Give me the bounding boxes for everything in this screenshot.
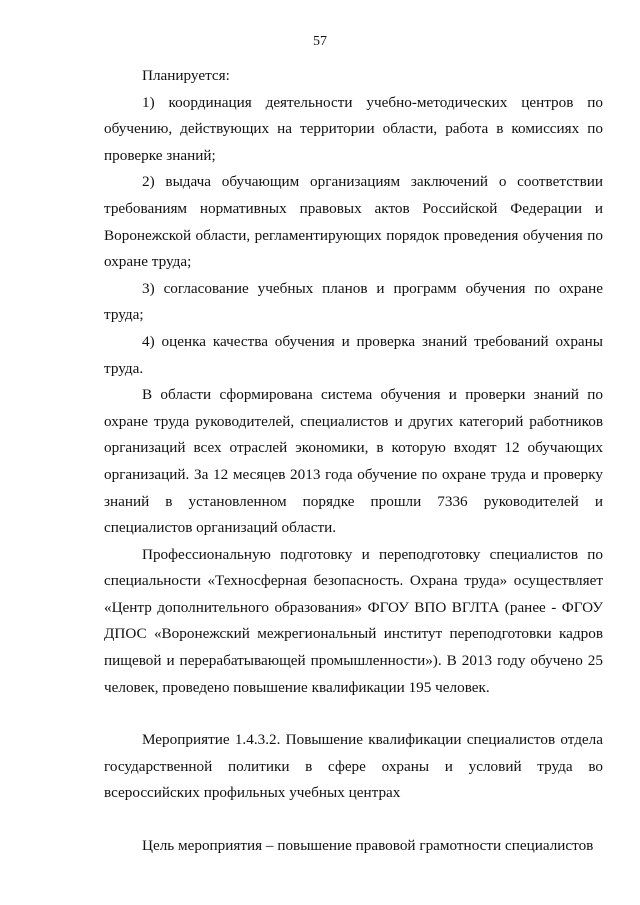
paragraph-item-4: 4) оценка качества обучения и проверка знаний требований охраны труда. (104, 332, 603, 377)
paragraph-measure-heading: Мероприятие 1.4.3.2. Повышение квалификации специалистов отдела государственной политики в сфере охраны и условий труда во всероссийских профильных учебных центрах (104, 731, 603, 802)
paragraph-item-1: 1) координация деятельности учебно-методических центров по обучению, действующих на территории области, работа в комиссиях по проверке знаний; (104, 93, 603, 164)
paragraph-item-2: 2) выдача обучающим организациям заключений о соответствии требованиям нормативных правовых актов Российской Федерации и Воронежской области, регламентирующих порядок проведения обучения по охране труда; (104, 173, 603, 271)
section-gap (104, 701, 603, 727)
paragraph-professional-training: Профессиональную подготовку и переподготовку специалистов по специальности «Техносферная безопасность. Охрана труда» осуществляет «Центр дополнительного образования» ФГОУ ВПО ВГЛТА (ранее - ФГОУ ДПОС «Воронежский межрегиональный институт переподготовки кадров пищевой и перерабатывающей промышленности»). В 2013 году обучено 25 человек, проведено повышение квалификации 195 человек. (104, 545, 603, 696)
section-gap (104, 807, 603, 833)
paragraph-training-system: В области сформирована система обучения и проверки знаний по охране труда руководителей, специалистов и других категорий работников организаций всех отраслей экономики, в которую входят 12 обучающих организаций. За 12 месяцев 2013 года обучение по охране труда и проверку знаний в установленном порядке прошли 7336 руководителей и специалистов организаций области. (104, 386, 603, 537)
paragraph-planned-intro: Планируется: (142, 67, 230, 84)
paragraph-measure-goal: Цель мероприятия – повышение правовой грамотности специалистов (142, 837, 594, 855)
body-text (104, 63, 603, 860)
paragraph-item-3: 3) согласование учебных планов и программ обучения по охране труда; (104, 279, 603, 324)
page-number: 57 (313, 34, 327, 49)
